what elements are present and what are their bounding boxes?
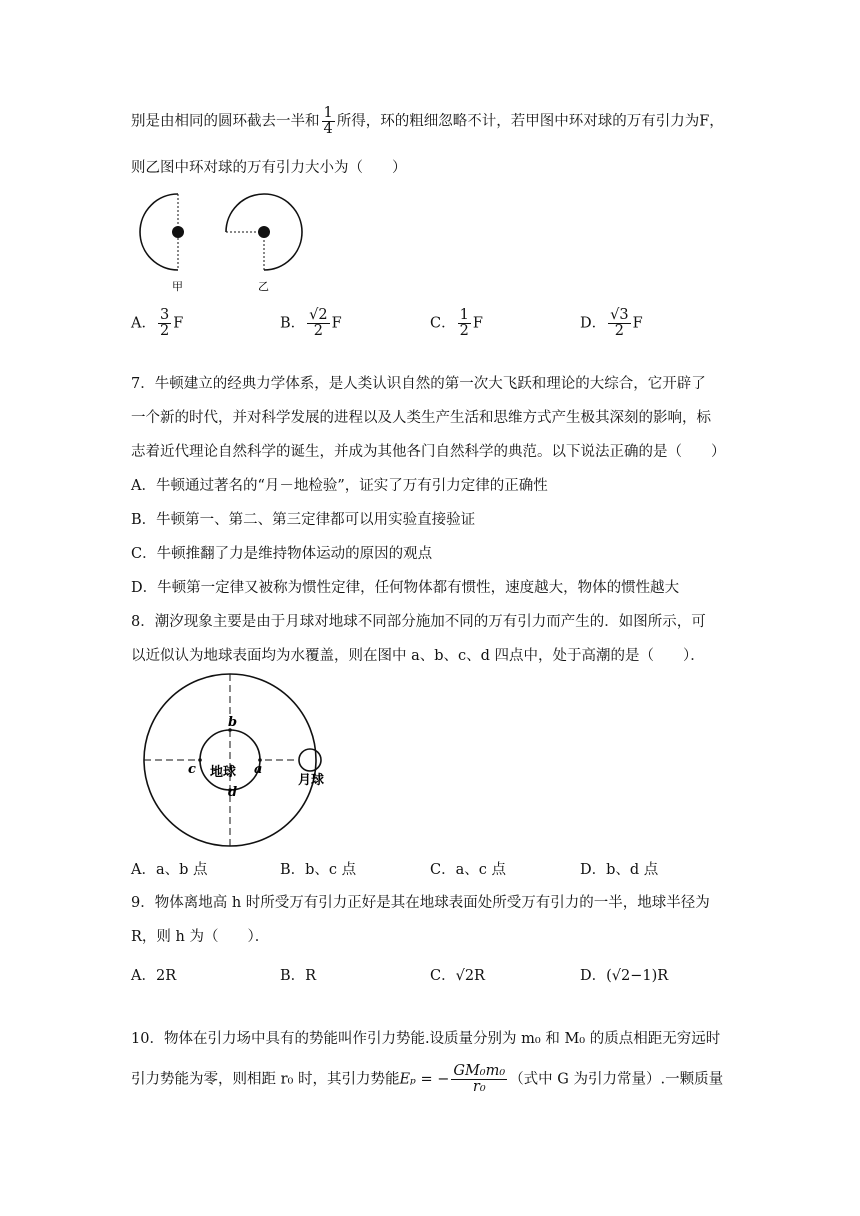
moon-circle (299, 749, 321, 771)
q6-option-b: B． $\frac{√2}{2}$ F (280, 307, 342, 340)
fig-label-moon: 月球 (298, 773, 325, 788)
q6-line1-a: 别是由相同的圆环截去一半和 (131, 113, 320, 130)
q6-fraction: $\frac{1}{4}$ (323, 105, 333, 138)
fig-label-yi: 乙 (258, 280, 269, 293)
fig-label-d: d (228, 785, 238, 800)
jia-ball (172, 226, 184, 238)
q8-option-a: A．a、b 点 (131, 862, 208, 878)
q8-option-d: D．b、d 点 (580, 862, 659, 878)
q8-line2: 以近似认为地球表面均为水覆盖，则在图中 a、b、c、d 四点中，处于高潮的是（ ）． (131, 648, 705, 664)
q6-line1 (131, 106, 724, 137)
q6-option-a: A． $\frac{3}{2}$ F (131, 307, 184, 340)
q8-line1: 8．潮汐现象主要是由于月球对地球不同部分施加不同的万有引力而产生的．如图所示，可 (131, 614, 706, 630)
q6-line1-b: 所得，环的粗细忽略不计，若甲图中环对球的万有引力为F， (336, 113, 724, 130)
q9-option-b: B．R (280, 968, 317, 984)
q10-line2-b: （式中 G 为引力常量）.一颗质量 (509, 1071, 724, 1088)
q8-option-c: C．a、c 点 (430, 862, 506, 878)
q9-line2: R，则 h 为（ ）． (131, 929, 270, 945)
fig-label-c: c (188, 762, 196, 777)
q9-option-c: C．√2R (430, 968, 485, 984)
fig-label-jia: 甲 (172, 280, 183, 293)
q6-option-d: D． $\frac{√3}{2}$ F (580, 307, 643, 340)
q8-figure (138, 672, 348, 852)
q10-line2-a: 引力势能为零，则相距 r₀ 时，其引力势能 (131, 1071, 400, 1088)
q7-line3: 志着近代理论自然科学的诞生，并成为其他各门自然科学的典范。以下说法正确的是（ ） (131, 444, 726, 460)
q7-line1: 7．牛顿建立的经典力学体系，是人类认识自然的第一次大飞跃和理论的大综合，它开辟了 (131, 376, 706, 392)
fig-label-b: b (228, 715, 238, 730)
q6-option-c: C． $\frac{1}{2}$ F (430, 307, 483, 340)
q6-figure (128, 186, 318, 296)
q9-option-d: D．(√2−1)R (580, 968, 669, 984)
fig-label-a: a (254, 762, 263, 777)
q7-option-c: C．牛顿推翻了力是维持物体运动的原因的观点 (131, 546, 433, 562)
q9-option-a: A．2R (131, 968, 177, 984)
q7-option-a: A．牛顿通过著名的“月－地检验”，证实了万有引力定律的正确性 (131, 478, 548, 494)
q10-formula-fraction: $\frac{\text{GM₀m₀}}{\text{r₀}}$ (453, 1063, 506, 1096)
fig-label-earth: 地球 (210, 765, 237, 780)
q7-option-d: D．牛顿第一定律又被称为惯性定律，任何物体都有惯性，速度越大，物体的惯性越大 (131, 580, 680, 596)
q10-formula-lhs: Eₚ = − (399, 1071, 450, 1088)
q9-line1: 9．物体离地高 h 时所受万有引力正好是其在地球表面处所受万有引力的一半，地球半径为 (131, 895, 710, 911)
yi-ball (258, 226, 270, 238)
q10-line1: 10．物体在引力场中具有的势能叫作引力势能.设质量分别为 m₀ 和 M₀ 的质点相距无穷远时 (131, 1031, 721, 1047)
q7-line2: 一个新的时代，并对科学发展的进程以及人类生产生活和思维方式产生极其深刻的影响，标 (131, 410, 711, 426)
q10-line2 (131, 1064, 723, 1095)
q7-option-b: B．牛顿第一、第二、第三定律都可以用实验直接验证 (131, 512, 476, 528)
q6-line2: 则乙图中环对球的万有引力大小为（ ） (131, 160, 407, 176)
q8-option-b: B．b、c 点 (280, 862, 357, 878)
